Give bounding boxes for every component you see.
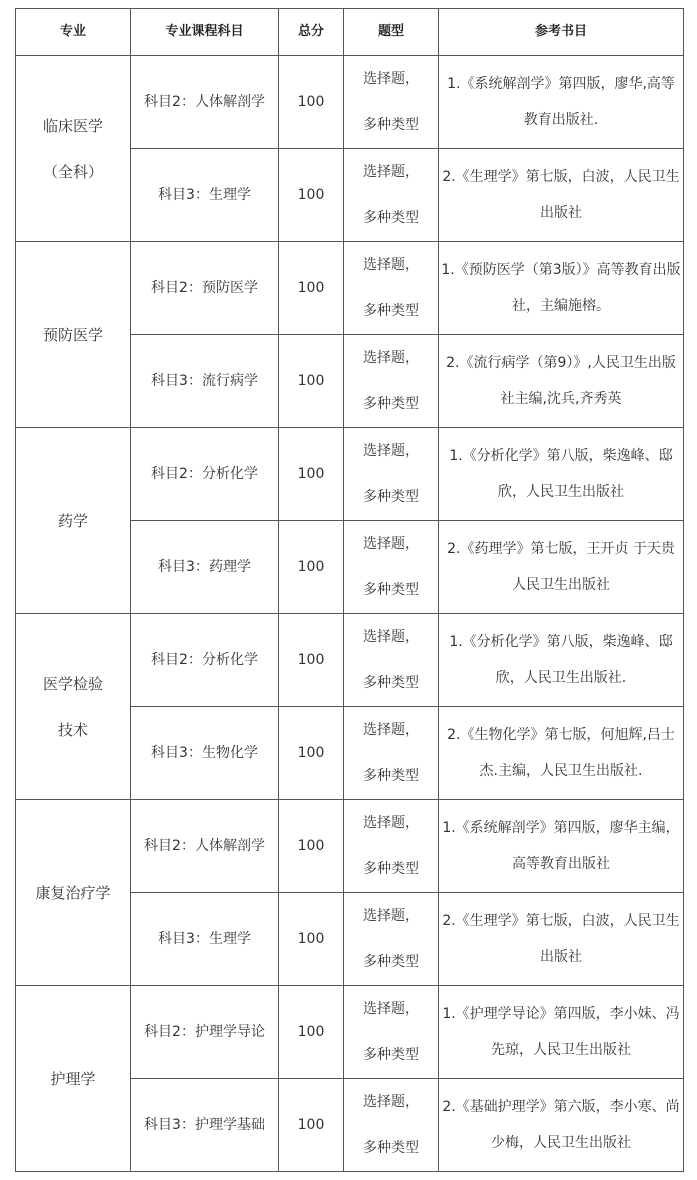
reference-book-cell: 2.《生理学》第七版，白波，人民卫生出版社 (439, 149, 684, 242)
major-cell (16, 428, 131, 614)
question-type-line: 多种类型 (363, 675, 419, 691)
question-type-cell (344, 986, 439, 1079)
question-type-line: 选择题， (363, 164, 419, 180)
score-cell: 100 (279, 986, 344, 1079)
question-type-line: 选择题， (363, 908, 419, 924)
question-type-cell (344, 800, 439, 893)
score-cell: 100 (279, 521, 344, 614)
question-type-line: 多种类型 (363, 861, 419, 877)
question-type-line: 选择题， (363, 443, 419, 459)
table-row (16, 428, 684, 521)
table-row (16, 56, 684, 149)
subject-cell: 科目2：分析化学 (131, 428, 279, 521)
question-type-cell (344, 614, 439, 707)
question-type-line: 选择题， (363, 536, 419, 552)
score-cell: 100 (279, 614, 344, 707)
question-type-line: 多种类型 (363, 489, 419, 505)
header-subject: 专业课程科目 (131, 9, 279, 56)
reference-book-cell: 2.《流行病学（第9）》,人民卫生出版社主编,沈兵,齐秀英 (439, 335, 684, 428)
subject-cell: 科目3：生物化学 (131, 707, 279, 800)
major-cell (16, 242, 131, 428)
question-type-line: 多种类型 (363, 210, 419, 226)
score-cell: 100 (279, 56, 344, 149)
major-name-line: （全科） (42, 162, 103, 181)
subject-cell: 科目2：分析化学 (131, 614, 279, 707)
score-cell: 100 (279, 893, 344, 986)
reference-book-cell: 1.《系统解剖学》第四版，廖华主编，高等教育出版社 (439, 800, 684, 893)
question-type-line: 选择题， (363, 815, 419, 831)
major-cell (16, 986, 131, 1172)
question-type-line: 选择题， (363, 1001, 419, 1017)
major-name-line: 康复治疗学 (35, 883, 111, 902)
question-type-cell (344, 149, 439, 242)
major-name-line: 药学 (57, 511, 88, 530)
question-type-cell (344, 428, 439, 521)
reference-book-cell: 2.《生物化学》第七版，何旭辉,吕士杰.主编，人民卫生出版社. (439, 707, 684, 800)
subject-cell: 科目2：人体解剖学 (131, 56, 279, 149)
header-row (16, 9, 684, 56)
question-type-line: 多种类型 (363, 768, 419, 784)
reference-book-cell: 1.《系统解剖学》第四版，廖华,高等教育出版社. (439, 56, 684, 149)
question-type-line: 选择题， (363, 257, 419, 273)
header-reference-books: 参考书目 (439, 9, 684, 56)
question-type-line: 多种类型 (363, 396, 419, 412)
table-row (16, 800, 684, 893)
question-type-line: 多种类型 (363, 954, 419, 970)
score-cell: 100 (279, 1079, 344, 1172)
question-type-cell (344, 707, 439, 800)
subject-cell: 科目2：人体解剖学 (131, 800, 279, 893)
subject-cell: 科目3：流行病学 (131, 335, 279, 428)
exam-subjects-table-container (15, 8, 683, 1172)
score-cell: 100 (279, 149, 344, 242)
question-type-cell (344, 1079, 439, 1172)
reference-book-cell: 2.《药理学》第七版，王开贞 于天贵 人民卫生出版社 (439, 521, 684, 614)
exam-subjects-table (15, 8, 684, 1172)
subject-cell: 科目2：护理学导论 (131, 986, 279, 1079)
question-type-cell (344, 521, 439, 614)
header-question-type: 题型 (344, 9, 439, 56)
subject-cell: 科目3：生理学 (131, 149, 279, 242)
major-name-line: 医学检验 (42, 674, 103, 693)
reference-book-cell: 1.《分析化学》第八版，柴逸峰、邸欣，人民卫生出版社. (439, 614, 684, 707)
reference-book-cell: 1.《预防医学（第3版）》高等教育出版社，主编施榕。 (439, 242, 684, 335)
subject-cell: 科目3：护理学基础 (131, 1079, 279, 1172)
reference-book-cell: 1.《分析化学》第八版，柴逸峰、邸欣，人民卫生出版社 (439, 428, 684, 521)
subject-cell: 科目2：预防医学 (131, 242, 279, 335)
question-type-line: 多种类型 (363, 1047, 419, 1063)
score-cell: 100 (279, 335, 344, 428)
question-type-line: 多种类型 (363, 582, 419, 598)
question-type-line: 选择题， (363, 722, 419, 738)
table-row (16, 242, 684, 335)
table-row (16, 986, 684, 1079)
question-type-cell (344, 335, 439, 428)
score-cell: 100 (279, 707, 344, 800)
score-cell: 100 (279, 242, 344, 335)
major-name-line: 临床医学 (42, 116, 103, 135)
reference-book-cell: 1.《护理学导论》第四版，李小妹、冯先琼，人民卫生出版社 (439, 986, 684, 1079)
major-name-line: 预防医学 (42, 325, 103, 344)
reference-book-cell: 2.《生理学》第七版，白波，人民卫生出版社 (439, 893, 684, 986)
question-type-line: 选择题， (363, 1094, 419, 1110)
score-cell: 100 (279, 800, 344, 893)
table-row (16, 614, 684, 707)
subject-cell: 科目3：生理学 (131, 893, 279, 986)
question-type-line: 选择题， (363, 629, 419, 645)
header-major: 专业 (16, 9, 131, 56)
question-type-cell (344, 56, 439, 149)
question-type-cell (344, 242, 439, 335)
major-cell (16, 800, 131, 986)
reference-book-cell: 2.《基础护理学》第六版，李小寒、尚少梅，人民卫生出版社 (439, 1079, 684, 1172)
major-name-line: 技术 (57, 720, 88, 739)
header-score: 总分 (279, 9, 344, 56)
table-body (16, 56, 684, 1172)
major-name-line: 护理学 (50, 1069, 96, 1088)
question-type-line: 多种类型 (363, 303, 419, 319)
score-cell: 100 (279, 428, 344, 521)
question-type-line: 多种类型 (363, 1140, 419, 1156)
major-cell (16, 56, 131, 242)
major-cell (16, 614, 131, 800)
question-type-cell (344, 893, 439, 986)
subject-cell: 科目3：药理学 (131, 521, 279, 614)
question-type-line: 多种类型 (363, 117, 419, 133)
question-type-line: 选择题， (363, 71, 419, 87)
question-type-line: 选择题， (363, 350, 419, 366)
